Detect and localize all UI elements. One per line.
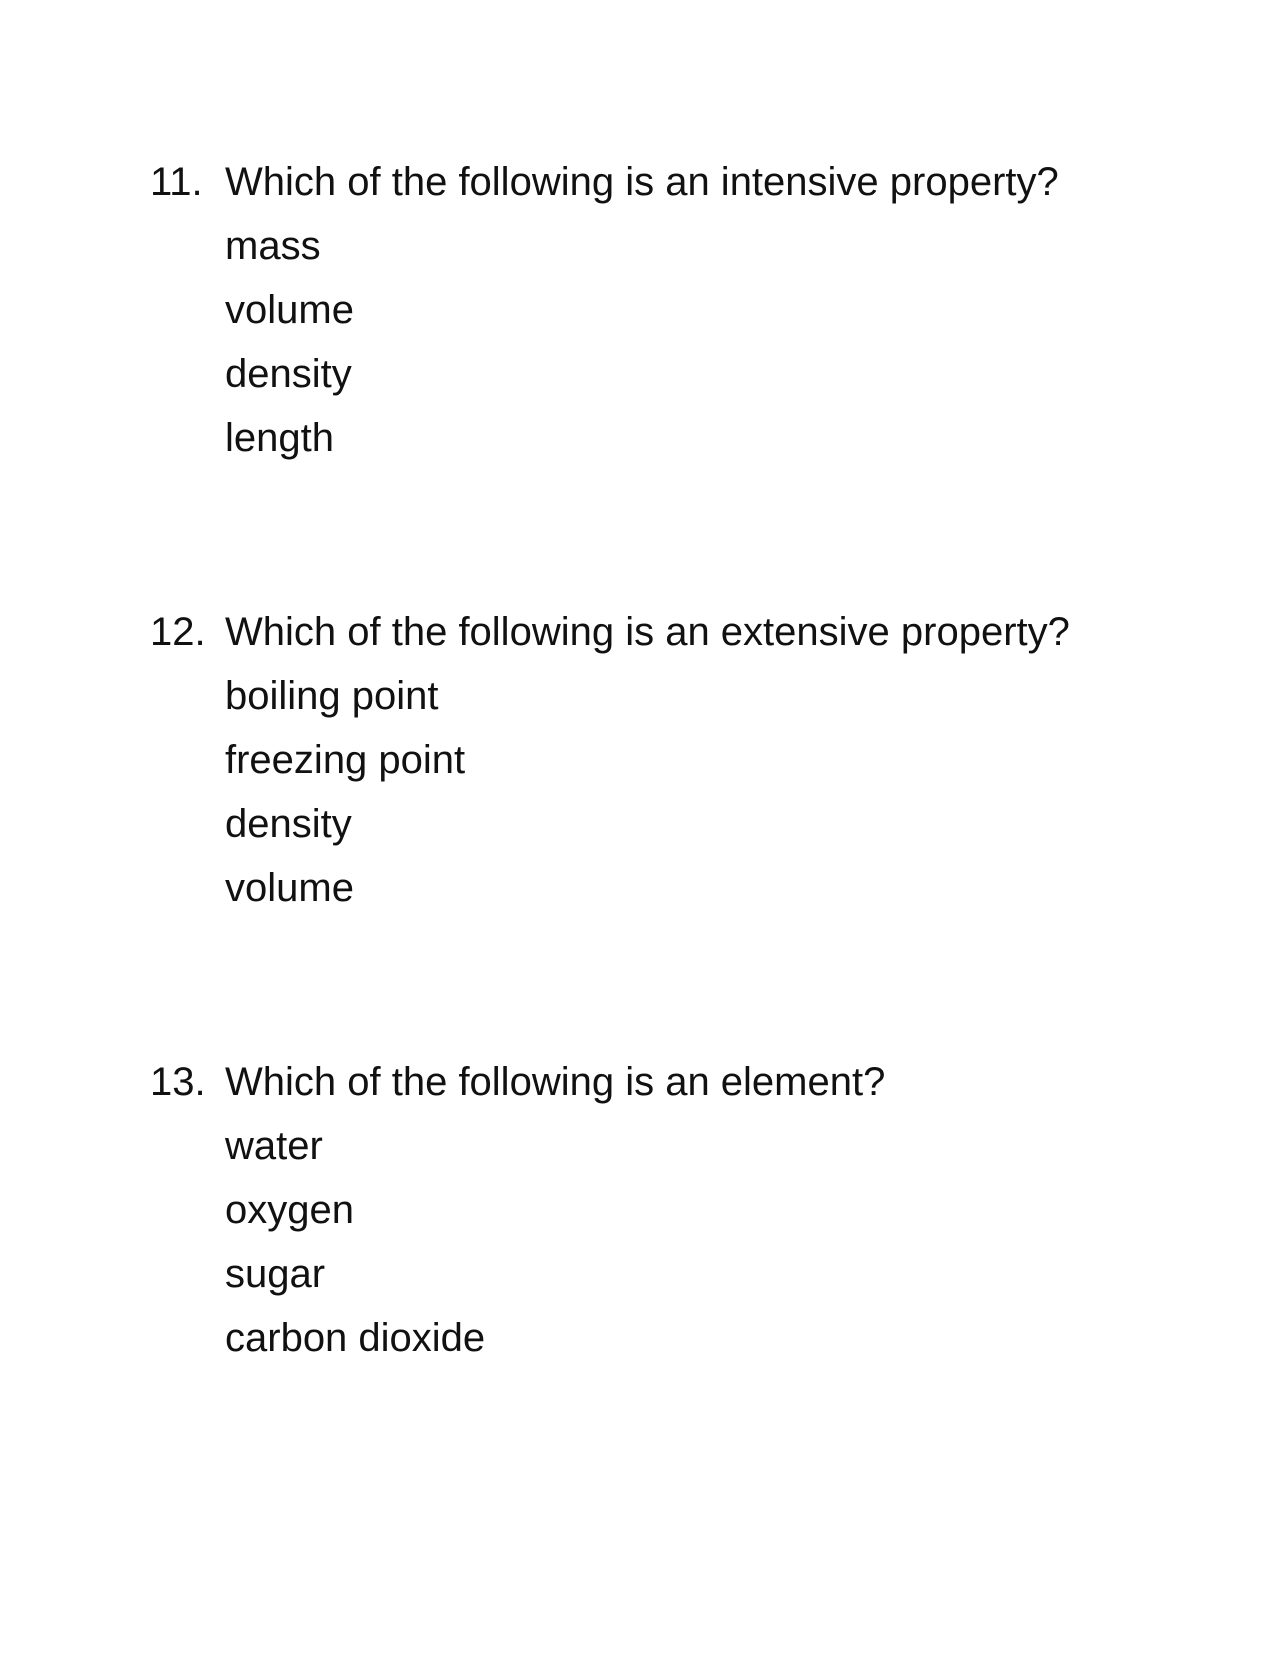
question-prompt — [150, 150, 1150, 214]
answer-option: density — [225, 802, 352, 846]
answer-option: volume — [225, 866, 354, 910]
question-text: Which of the following is an intensive property? — [225, 160, 1059, 204]
question-prompt — [150, 600, 1150, 664]
answer-option: density — [225, 352, 352, 396]
answer-option: boiling point — [225, 674, 439, 718]
question-11 — [150, 150, 1150, 470]
answer-options — [150, 664, 1150, 920]
answer-option: length — [225, 416, 334, 460]
answer-options — [150, 1114, 1150, 1370]
question-prompt — [150, 1050, 1150, 1114]
answer-option: carbon dioxide — [225, 1316, 486, 1360]
answer-option: water — [225, 1124, 323, 1168]
answer-option: volume — [225, 288, 354, 332]
question-12 — [150, 600, 1150, 920]
answer-option: sugar — [225, 1252, 326, 1296]
question-number: 12. — [150, 610, 206, 654]
question-13 — [150, 1050, 1150, 1370]
answer-option: freezing point — [225, 738, 466, 782]
answer-option: mass — [225, 224, 321, 268]
question-text: Which of the following is an extensive property? — [225, 610, 1070, 654]
answer-option: oxygen — [225, 1188, 354, 1232]
question-number: 13. — [150, 1060, 206, 1104]
question-text: Which of the following is an element? — [225, 1060, 886, 1104]
answer-options — [150, 214, 1150, 470]
question-number: 11. — [150, 160, 203, 204]
